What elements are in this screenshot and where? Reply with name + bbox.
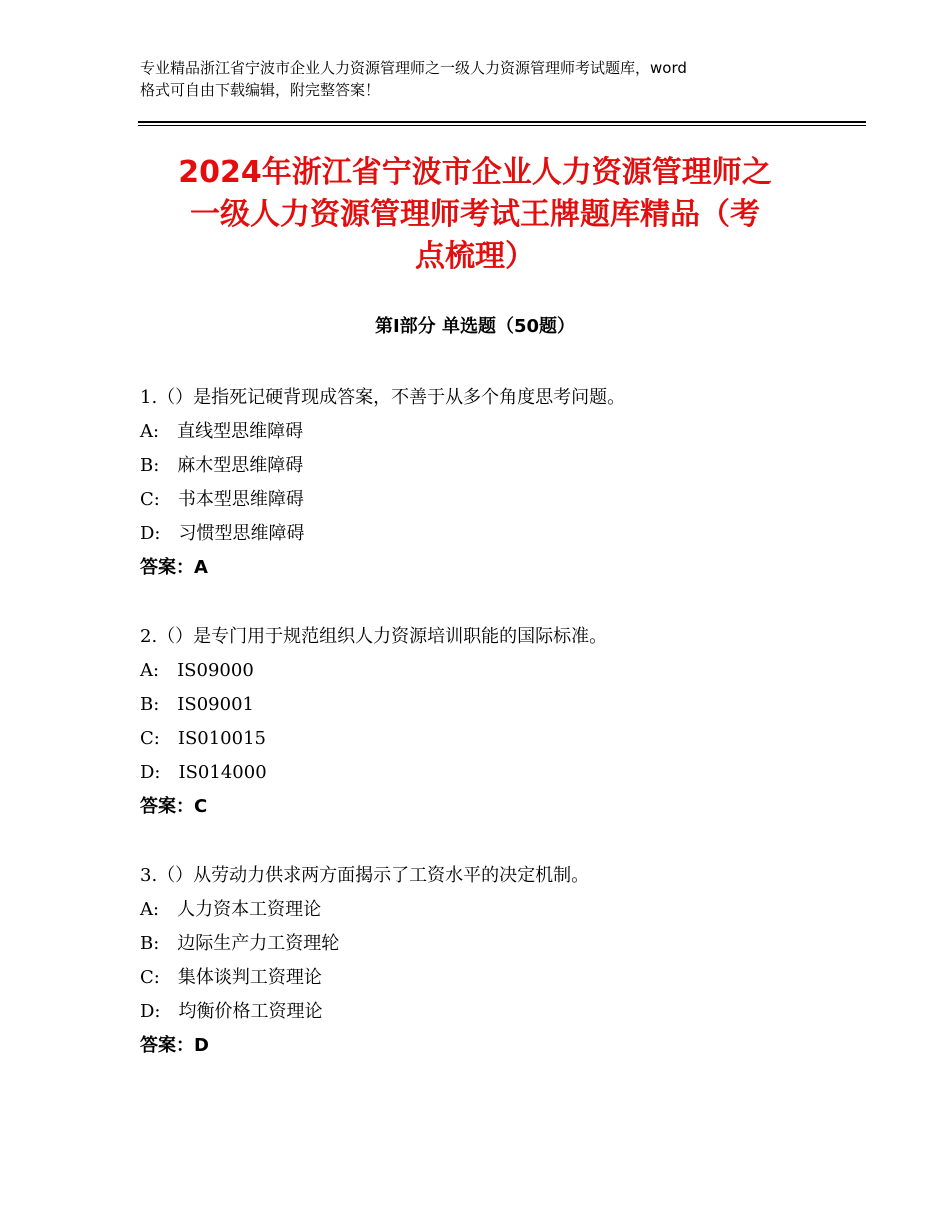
question-2-option-a: A: IS09000 <box>140 660 254 681</box>
question-2-stem: 2.（）是专门用于规范组织人力资源培训职能的国际标准。 <box>140 626 608 647</box>
document-title-line-2: 一级人力资源管理师考试王牌题库精品（考 <box>190 197 760 232</box>
document-title <box>100 152 850 278</box>
question-2-option-b: B: IS09001 <box>140 694 254 715</box>
question-3-answer: 答案：D <box>140 1035 209 1056</box>
header-divider-thin <box>138 125 866 126</box>
question-2-option-d: D: IS014000 <box>140 762 267 783</box>
question-2-answer: 答案：C <box>140 796 208 817</box>
question-3-option-a: A: 人力资本工资理论 <box>140 899 322 920</box>
question-1-option-b: B: 麻木型思维障碍 <box>140 455 304 476</box>
section-title: 第Ⅰ部分 单选题（50题） <box>374 316 575 337</box>
question-3-stem: 3.（）从劳动力供求两方面揭示了工资水平的决定机制。 <box>140 865 590 886</box>
question-1-option-c: C: 书本型思维障碍 <box>140 489 304 510</box>
header-note-line-2: 格式可自由下载编辑，附完整答案！ <box>140 81 381 99</box>
header-divider-thick <box>138 121 866 123</box>
question-1-option-a: A: 直线型思维障碍 <box>140 421 304 442</box>
question-3-option-d: D: 均衡价格工资理论 <box>140 1001 323 1022</box>
document-title-line-1: 2024年浙江省宁波市企业人力资源管理师之 <box>178 155 772 190</box>
question-3-option-c: C: 集体谈判工资理论 <box>140 967 322 988</box>
question-1-option-d: D: 习惯型思维障碍 <box>140 523 305 544</box>
header-note-line-1: 专业精品浙江省宁波市企业人力资源管理师之一级人力资源管理师考试题库，word <box>140 59 687 77</box>
question-1-stem: 1.（）是指死记硬背现成答案，不善于从多个角度思考问题。 <box>140 387 626 408</box>
question-2-option-c: C: IS010015 <box>140 728 266 749</box>
header-note <box>140 57 820 101</box>
question-1-answer: 答案：A <box>140 557 208 578</box>
document-title-line-3: 点梳理） <box>415 239 535 274</box>
question-3-option-b: B: 边际生产力工资理轮 <box>140 933 340 954</box>
